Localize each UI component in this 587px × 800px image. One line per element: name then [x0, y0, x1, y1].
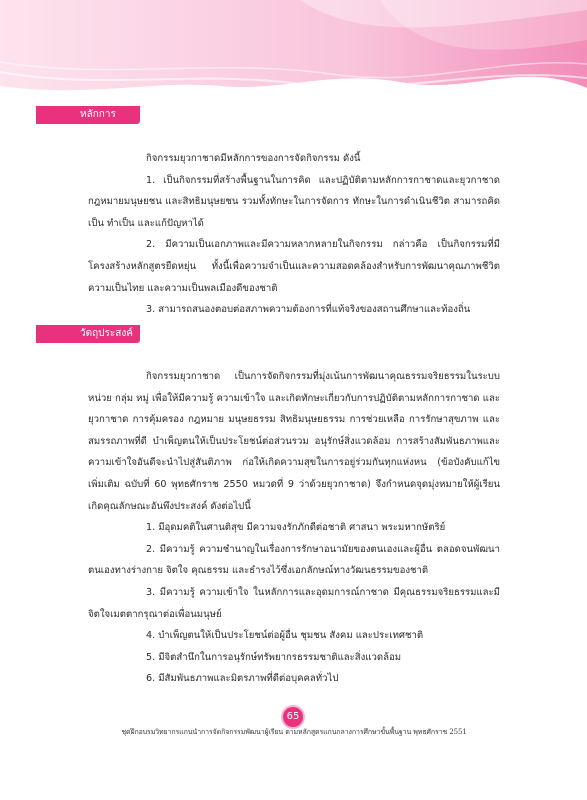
objectives-item: 3. มีความรู้ ความเข้าใจ ในหลักการและอุดมการณ์กาชาด มีคุณธรรมจริยธรรมและมีจิตใจเมตตากรุณาต่อเพื่อนมนุษย์: [88, 586, 500, 620]
section-heading-objectives: [36, 325, 140, 343]
footer-text: ชุดฝึกอบรมวิทยากรแกนนำการจัดกิจกรรมพัฒนาผู้เรียน ตามหลักสูตรแกนกลางการศึกษาขั้นพื้นฐาน พุทธศักราช 2551: [121, 728, 467, 736]
objectives-item: 2. มีความรู้ ความชำนาญในเรื่องการรักษาอนามัยของตนเองและผู้อื่น ตลอดจนพัฒนาตนเองทางร่างกาย จิตใจ คุณธรรม และธำรงไว้ซึ่งเอกลักษณ์ทางวัฒนธรรมของชาติ: [88, 543, 500, 577]
principles-body: [88, 148, 500, 321]
objectives-body: [88, 366, 500, 690]
section-heading-objectives-label: วัตถุประสงค์: [80, 328, 133, 339]
objectives-intro: กิจกรรมยุวกาชาด เป็นการจัดกิจกรรมที่มุ่งเน้นการพัฒนาคุณธรรมจริยธรรมในระบบ หน่วย กลุ่ม หมู่ เพื่อให้มีความรู้ ความเข้าใจ และเกิดทักษะเกี่ยวกับการปฏิบัติตามหลักการกาชาด และยุวกาชาด การคุ้มครอง กฎหมาย มนุษยธรรม สิทธิมนุษยธรรม การช่วยเหลือ การรักษาสุขภาพ และสมรรถภาพที่ดี บำเพ็ญตนให้เป็นประโยชน์ต่อส่วนรวม อนุรักษ์สิ่งแวดล้อม การสร้างสัมพันธภาพและความเข้าใจอันดีจะนำไปสู่สันติภาพ ก่อให้เกิดความสุขในการอยู่ร่วมกันทุกแห่งหน (ข้อบังคับแก้ไขเพิ่มเติม ฉบับที่ 60 พุทธศักราช 2550 หมวดที่ 9 ว่าด้วยยุวกาชาด) จึงกำหนดจุดมุ่งหมายให้ผู้เรียนเกิดคุณลักษณะอันพึงประสงค์ ดังต่อไปนี้: [88, 371, 500, 512]
objectives-item: 1. มีอุดมคติในศานติสุข มีความจงรักภักดีต่อชาติ ศาสนา พระมหากษัตริย์: [146, 522, 446, 534]
header-wave-graphic: [0, 0, 587, 100]
section-heading-principles-label: หลักการ: [80, 109, 116, 120]
principles-item: 1. เป็นกิจกรรมที่สร้างพื้นฐานในการคิด และปฏิบัติตามหลักการกาชาดและยุวกาชาด กฎหมายมนุษยชน และสิทธิมนุษยชน รวมทั้งทักษะในการจัดการ ทักษะในการดำเนินชีวิต สามารถคิดเป็น ทำเป็น และแก้ปัญหาได้: [88, 174, 500, 229]
objectives-item: 4. บำเพ็ญตนให้เป็นประโยชน์ต่อผู้อื่น ชุมชน สังคม และประเทศชาติ: [146, 630, 424, 642]
page-number: 65: [283, 707, 303, 727]
objectives-item: 6. มีสัมพันธภาพและมิตรภาพที่ดีต่อบุคคลทั่วไป: [146, 673, 339, 685]
principles-item: 3. สามารถสนองตอบต่อสภาพความต้องการที่แท้จริงของสถานศึกษาและท้องถิ่น: [146, 304, 471, 316]
objectives-item: 5. มีจิตสำนึกในการอนุรักษ์ทรัพยากรธรรมชาติและสิ่งแวดล้อม: [146, 651, 402, 663]
section-heading-principles: [36, 106, 140, 124]
principles-item: 2. มีความเป็นเอกภาพและมีความหลากหลายในกิจกรรม กล่าวคือ เป็นกิจกรรมที่มีโครงสร้างหลักสูตรยืดหยุ่น ทั้งนี้เพื่อความจำเป็นและความสอดคล้องสำหรับการพัฒนาคุณภาพชีวิต ความเป็นไทย และความเป็นพลเมืองดีของชาติ: [88, 239, 500, 294]
principles-intro: กิจกรรมยุวกาชาดมีหลักการของการจัดกิจกรรม ดังนี้: [146, 153, 361, 164]
decorative-header: [0, 0, 587, 100]
